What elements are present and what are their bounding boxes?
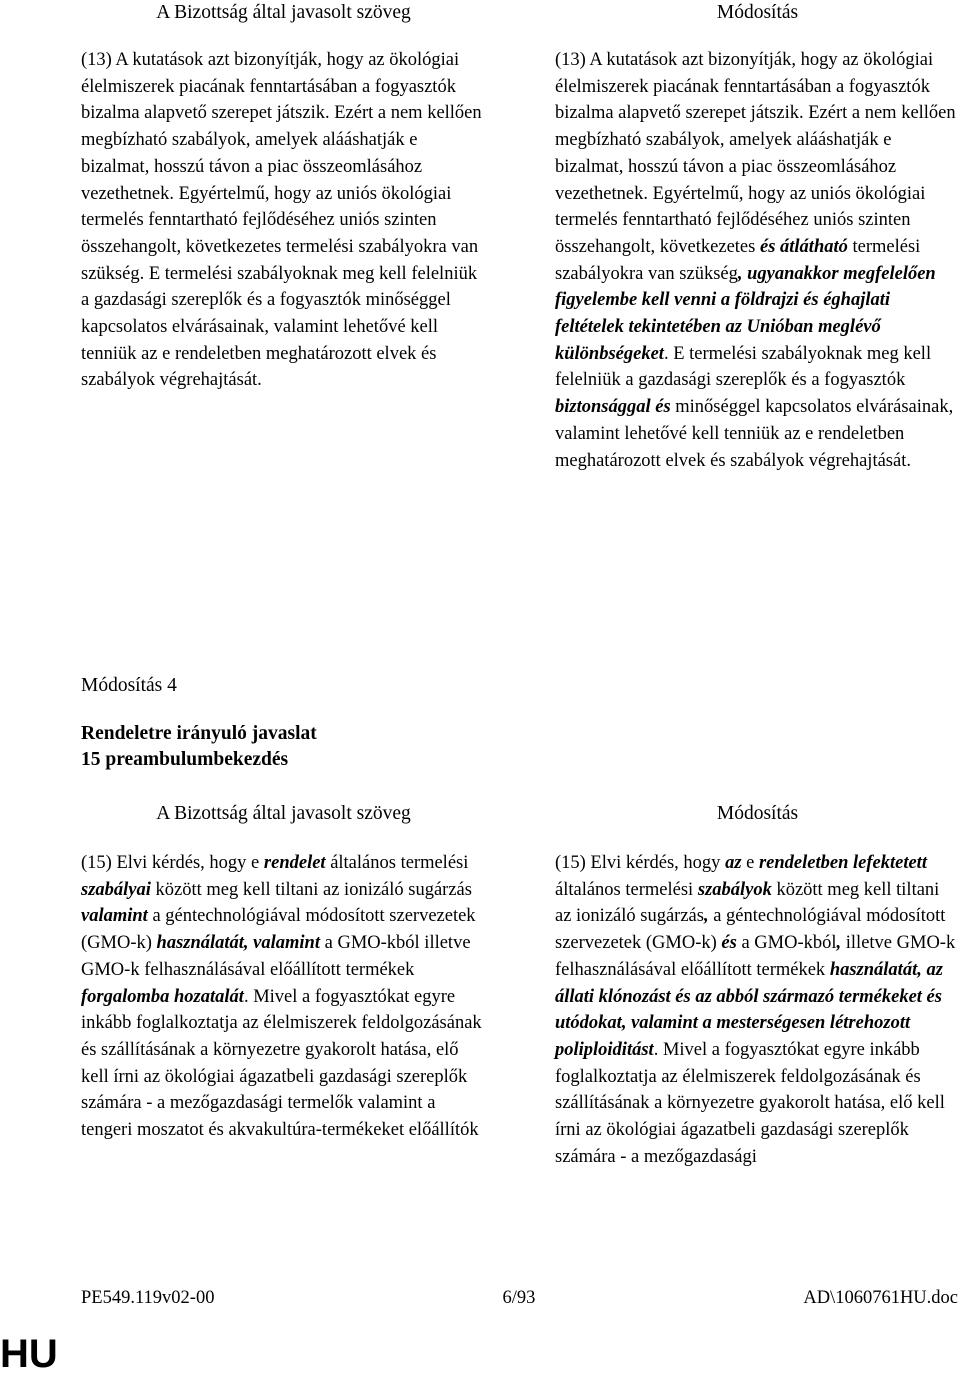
text-segment: között meg kell tiltani az ionizáló sugárzás <box>555 879 940 927</box>
text-segment: a GMO-kból illetve GMO-k felhasználásával előállított termékek <box>81 933 471 980</box>
amendment-text-13 <box>555 47 960 474</box>
text-insertion: és <box>721 933 737 954</box>
amendment-title: Módosítás 4 <box>81 675 177 696</box>
text-insertion: biztonsággal és <box>555 397 671 418</box>
amendment-text-15 <box>555 850 960 1170</box>
text-segment: illetve GMO-k felhasználásával előállított termékek <box>555 933 956 980</box>
text-segment: (15) Elvi kérdés, hogy e <box>81 853 264 873</box>
text-deletion: használatát, valamint <box>156 933 320 954</box>
text-insertion: rendeletben lefektetett <box>758 853 927 873</box>
commission-text-15 <box>81 850 486 1144</box>
text-segment: a géntechnológiával módosított szervezetek (GMO-k) <box>555 906 946 954</box>
text-segment: általános termelési <box>555 879 698 900</box>
text-insertion: és átlátható <box>759 236 848 257</box>
amendment-recital-title: 15 preambulumbekezdés <box>81 749 289 770</box>
text-deletion: rendelet <box>263 853 326 873</box>
text-insertion: szabályok <box>697 879 772 900</box>
text-deletion: forgalomba hozatalát <box>81 986 244 1007</box>
text-insertion: , <box>836 933 842 954</box>
text-segment: e <box>741 853 759 873</box>
footer-document-ref: PE549.119v02-00 <box>81 1288 215 1308</box>
text-insertion: , <box>703 906 709 927</box>
right-column-heading: Módosítás <box>716 2 799 23</box>
language-code: HU <box>0 1332 58 1376</box>
right-column-heading-2: Módosítás <box>716 803 799 824</box>
text-segment: minőséggel kapcsolatos elvárásainak, valamint lehetővé kell tenniük az e rendeletben meghatározott elvek és szabályok végrehajtását. <box>555 397 954 471</box>
text-deletion: szabályai <box>81 879 151 900</box>
left-column-heading-2: A Bizottság által javasolt szöveg <box>156 803 411 824</box>
text-insertion: használatát, az állati klónozást és az abból származó termékeket és utódokat, valamint a mesterségesen létrehozott poliploiditást <box>555 959 943 1060</box>
text-segment: (15) Elvi kérdés, hogy <box>555 853 726 873</box>
amendment-proposal-title: Rendeletre irányuló javaslat <box>81 723 317 744</box>
commission-text-13: (13) A kutatások azt bizonyítják, hogy az ökológiai élelmiszerek piacának fenntartásában a fogyasztók bizalma alapvető szerepet játszik. Ezért a nem kellően megbízható szabályok, amelyek alááshatják e bizalmat, hosszú távon a piac összeomlásához vezethetnek. Egyértelmű, hogy az uniós ökológiai termelés fenntartható fejlődéséhez uniós szinten összehangolt, következetes termelési szabályokra van szükség. E termelési szabályoknak meg kell felelniük a gazdasági szereplők és a fogyasztók minőséggel kapcsolatos elvárásainak, valamint lehetővé kell tenniük az e rendeletben meghatározott elvek és szabályok végrehajtását. <box>81 50 482 391</box>
footer-file-name: AD\1060761HU.doc <box>803 1288 958 1308</box>
text-segment: . Mivel a fogyasztókat egyre inkább foglalkoztatja az élelmiszerek feldolgozásának és szállításának a környezetre gyakorolt hatása, elő kell írni az ökológiai ágazatbeli gazdasági szereplők számára - a mezőgazdasági termelők valamint a tengeri moszatot és akvakultúra-termékeket előállítók <box>81 986 482 1141</box>
text-segment: (13) A kutatások azt bizonyítják, hogy az ökológiai élelmiszerek piacának fenntartásában a fogyasztók bizalma alapvető szerepet játszik. Ezért a nem kellően megbízható szabályok, amelyek alááshatják e bizalmat, hosszú távon a piac összeomlásához vezethetnek. Egyértelmű, hogy az uniós ökológiai termelés fenntartható fejlődéséhez uniós szinten összehangolt, következetes <box>555 50 956 257</box>
text-segment: a GMO-kból <box>736 933 837 954</box>
text-segment: termelési szabályokra van szükség <box>555 236 921 284</box>
text-segment: . Mivel a fogyasztókat egyre inkább foglalkoztatja az élelmiszerek feldolgozásának és szállításának a környezetre gyakorolt hatása, elő kell írni az ökológiai ágazatbeli gazdasági szereplők számára - a mezőgazdasági <box>555 1039 945 1167</box>
text-insertion: , ugyanakkor megfelelően figyelembe kell venni a földrajzi és éghajlati feltételek tekintetében az Unióban meglévő különbségeket <box>555 263 936 364</box>
text-segment: . E termelési szabályoknak meg kell felelniük a gazdasági szereplők és a fogyasztók <box>555 343 932 391</box>
text-deletion: valamint <box>81 906 148 927</box>
text-segment: a géntechnológiával módosított szervezetek (GMO-k) <box>81 906 476 954</box>
text-segment: között meg kell tiltani az ionizáló sugárzás <box>150 879 472 900</box>
footer-page-number: 6/93 <box>502 1288 536 1308</box>
left-column-heading: A Bizottság által javasolt szöveg <box>156 2 411 23</box>
text-segment: általános termelési <box>325 853 469 873</box>
text-insertion: az <box>725 853 742 873</box>
